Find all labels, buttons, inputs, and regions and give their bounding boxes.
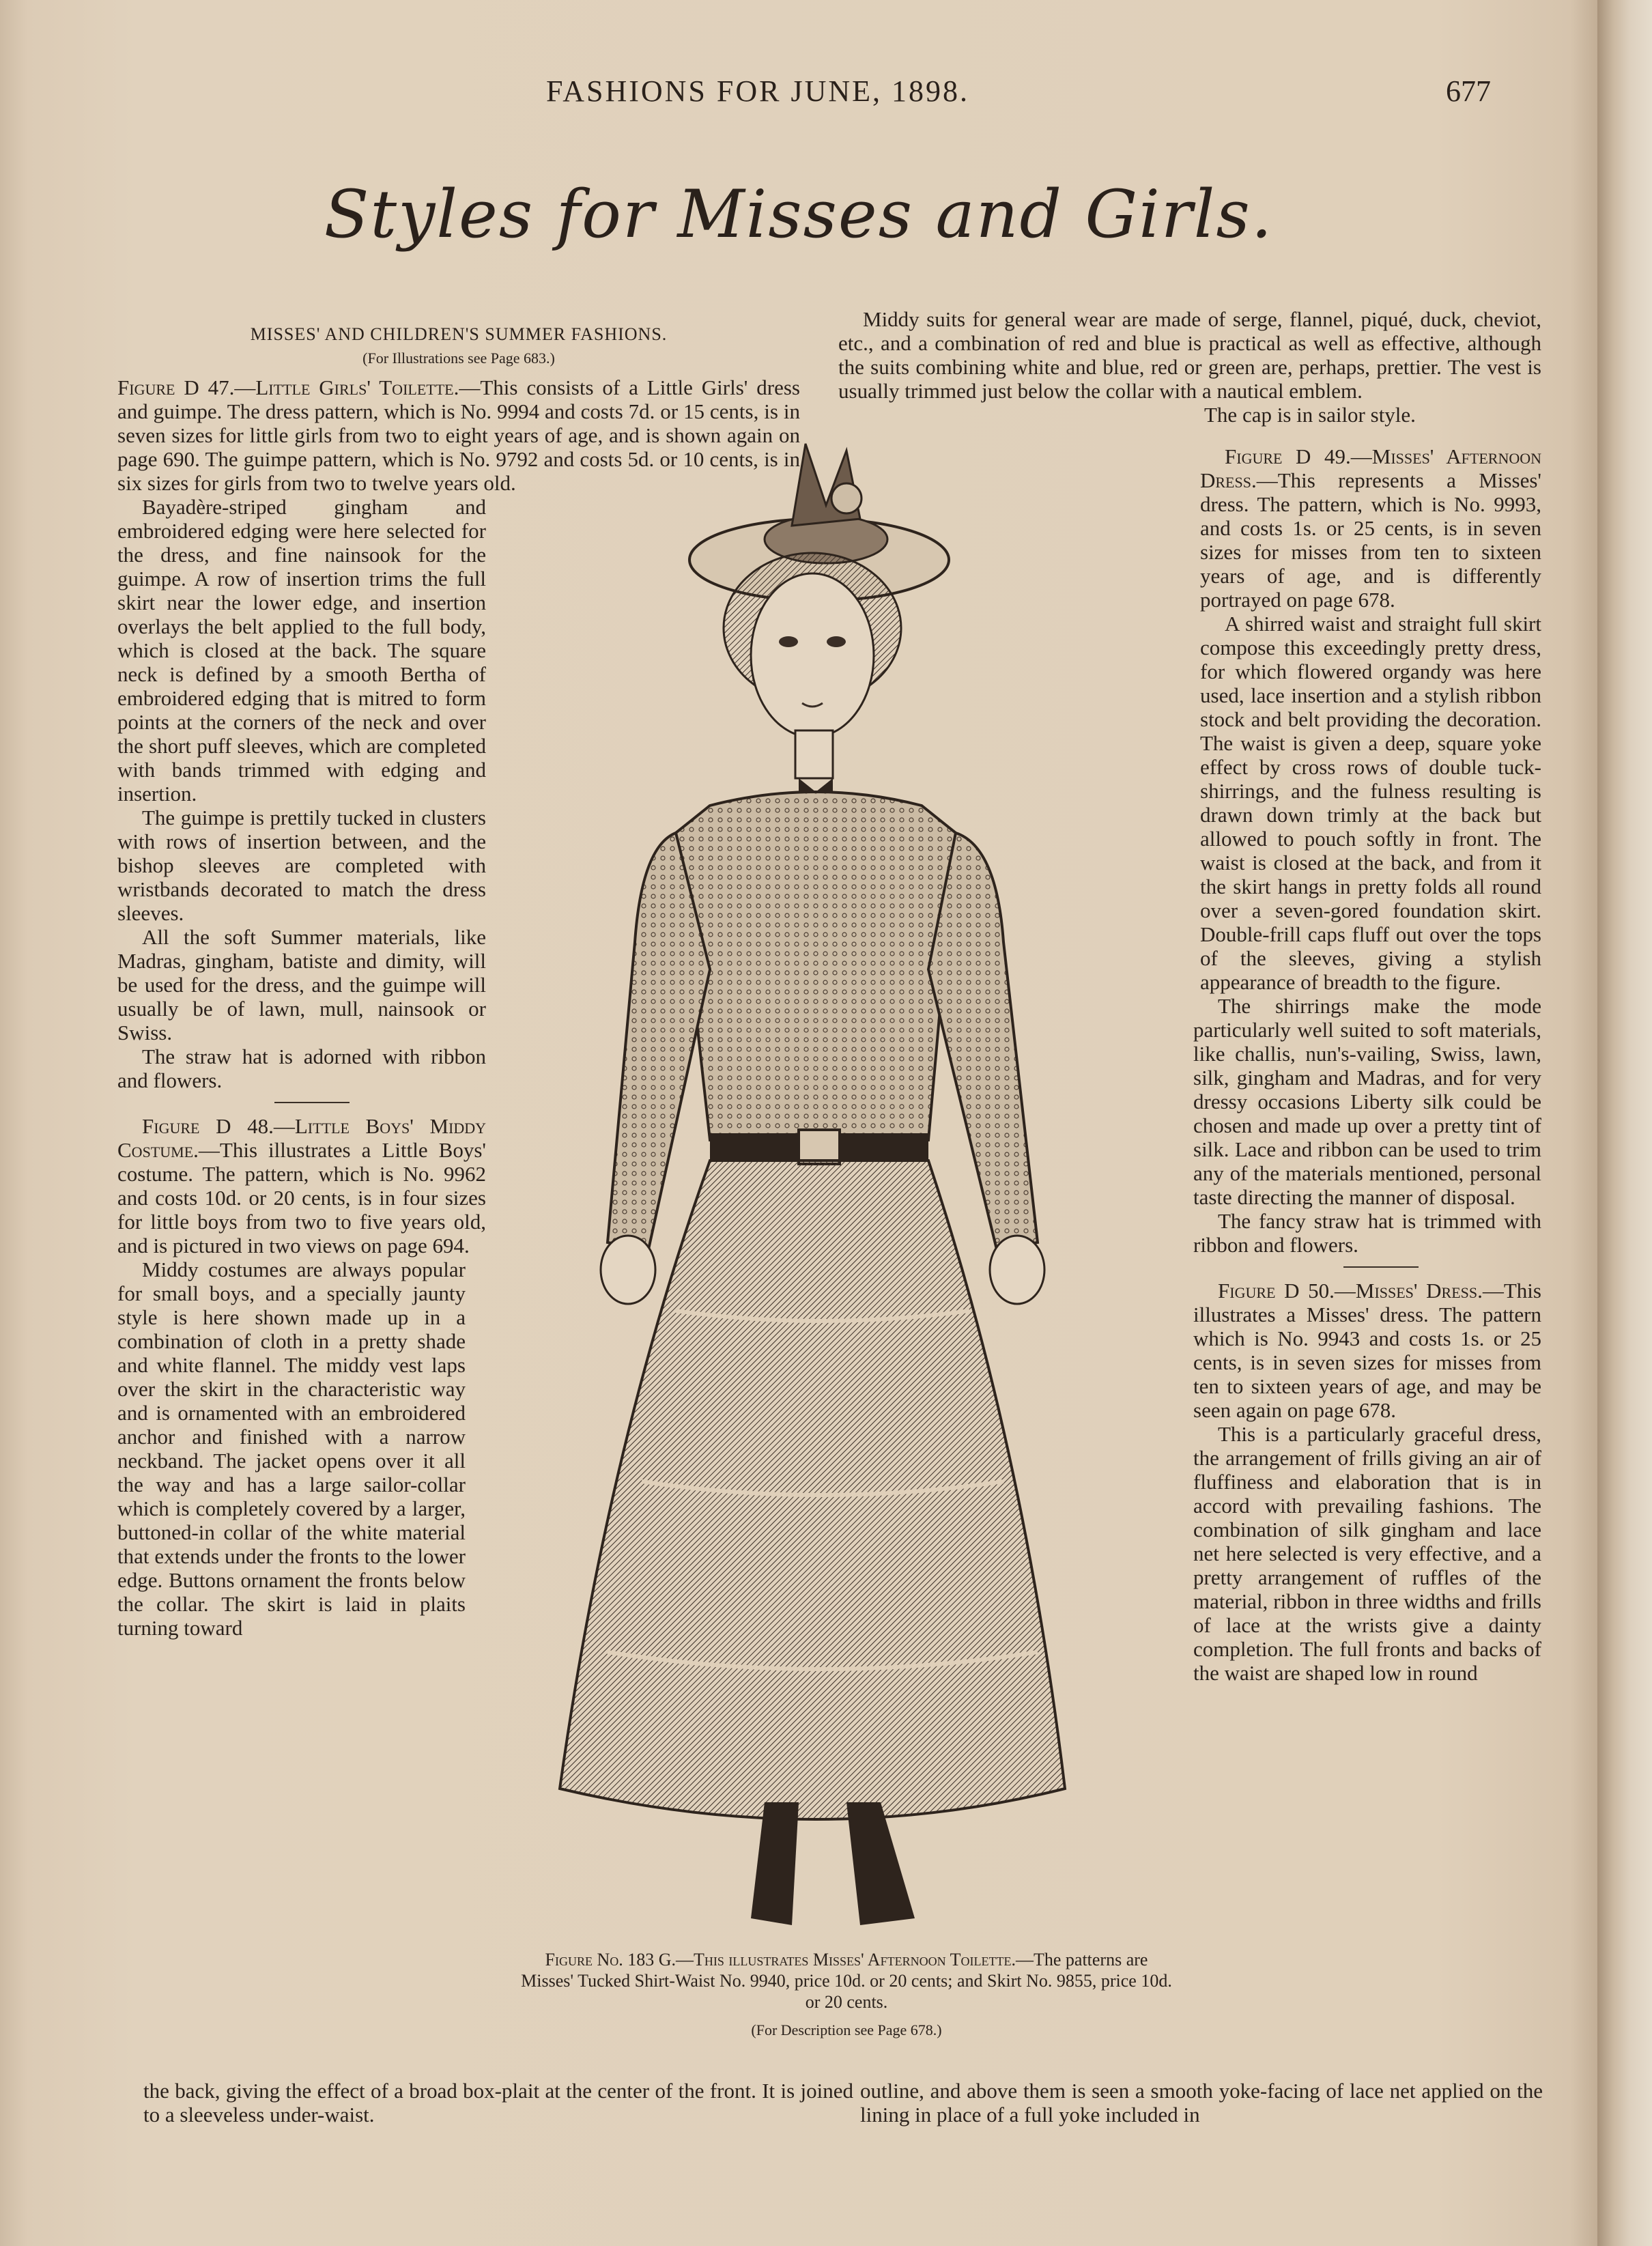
caption-text: Figure No. 183 G.—This illustrates Misses' Afternoon Toilette.—The patterns are Misses' Tucked Shirt-Waist No. 9940, price 10d. or 20 cents; and Skirt No. 9855, price 10d. or 20 cents. — [521, 1950, 1172, 2012]
paragraph: The fancy straw hat is trimmed with ribbon and flowers. — [1193, 1209, 1541, 1257]
column-subheading: (For Illustrations see Page 683.) — [362, 350, 555, 367]
paragraph: The guimpe is prettily tucked in clusters with rows of insertion between, and the bishop sleeves are completed with wristbands decorated to match the dress sleeves. — [117, 806, 486, 925]
figure-label: Figure D 47.—Little Girls' Toilette. — [117, 375, 459, 399]
divider — [274, 1102, 350, 1103]
continued-text-right: outline, and above them is seen a smooth yoke-facing of lace net applied on the lining in place of a full yoke included in — [860, 2079, 1543, 2127]
column-heading: MISSES' AND CHILDREN'S SUMMER FASHIONS. — [250, 324, 668, 344]
paragraph: A shirred waist and straight full skirt compose this exceedingly pretty dress, for which flowered organdy was here used, lace insertion and a stylish ribbon stock and belt providing the decoration. The waist is given a deep, square yoke effect by cross rows of double tuck-shirrings, and the fulness resulting is drawn down trimly at the back but allowed to pouch softly in front. The waist is closed at the back, and from it the skirt hangs in pretty folds all round over a seven-gored foundation skirt. Double-frill caps fluff out over the tops of the sleeves, giving a stylish appearance of breadth to the figure. — [1200, 612, 1541, 994]
page-header — [0, 74, 1597, 122]
paragraph: Figure D 49.—Misses' Afternoon Dress.—This represents a Misses' dress. The pattern, which is No. 9993, and costs 1s. or 25 cents, is in seven sizes for misses from ten to sixteen years of age, and is differently portrayed on page 678. — [1200, 444, 1541, 612]
caption-reference: (For Description see Page 678.) — [751, 2021, 942, 2038]
paragraph: Figure D 48.—Little Boys' Middy Costume.—This illustrates a Little Boys' costume. The pattern, which is No. 9962 and costs 10d. or 20 cents, is in four sizes for little boys from two to five years old, and is pictured in two views on page 694. — [117, 1114, 486, 1257]
caption-label: Figure No. 183 G.—This illustrates Misses' Afternoon Toilette. — [545, 1950, 1016, 1970]
page-edge — [1597, 0, 1652, 2246]
paragraph: Middy suits for general wear are made of serge, flannel, piqué, duck, cheviot, etc., and a combination of red and blue is practical as well as effective, although the suits combining white and blue, red or green are, perhaps, prettier. The vest is usually trimmed just below the collar with a nautical emblem. — [838, 307, 1541, 403]
paragraph: All the soft Summer materials, like Madras, gingham, batiste and dimity, will be used for the dress, and the guimpe will usually be of lawn, mull, nainsook or Swiss. — [117, 925, 486, 1044]
paragraph: This is a particularly graceful dress, the arrangement of frills giving an air of fluffiness and elaboration that is in accord with prevailing fashions. The combination of silk gingham and lace net here selected is very effective, and a pretty arrangement of ruffles of the material, ribbon in three widths and frills of lace at the wrists give a dainty completion. The full fronts and backs of the waist are shaped low in round — [1193, 1422, 1541, 1685]
fashion-illustration-icon — [505, 423, 1133, 1932]
continued-text-left: the back, giving the effect of a broad box-plait at the center of the front. It is joined to a sleeveless under-waist. — [143, 2079, 853, 2127]
figure-label: Figure D 50.—Misses' Dress. — [1218, 1279, 1483, 1303]
divider — [1343, 1266, 1419, 1268]
running-title: FASHIONS FOR JUNE, 1898. — [546, 74, 970, 108]
paragraph: The straw hat is adorned with ribbon and flowers. — [117, 1044, 486, 1092]
section-title: Styles for Misses and Girls. — [324, 176, 1274, 253]
figure-label: Figure D 48.—Little Boys' Middy Costume. — [117, 1114, 486, 1162]
paragraph: Figure D 47.—Little Girls' Toilette.—This consists of a Little Girls' dress and guimpe. The dress pattern, which is No. 9994 and costs 7d. or 15 cents, is in seven sizes for little girls from two to eight years of age, and is shown again on page 690. The guimpe pattern, which is No. 9792 and costs 5d. or 10 cents, is in six sizes for girls from two to twelve years old. — [117, 375, 800, 495]
paragraph: The cap is in sailor style. — [1204, 403, 1416, 427]
paragraph: Figure D 50.—Misses' Dress.—This illustrates a Misses' dress. The pattern which is No. 9943 and costs 1s. or 25 cents, is in seven sizes for misses from ten to sixteen years of age, and may be seen again on page 678. — [1193, 1279, 1541, 1422]
paragraph: Middy costumes are always popular for small boys, and a specially jaunty style is here shown made up in a combination of cloth in a pretty shade and white flannel. The middy vest laps over the skirt in the characteristic way and is ornamented with an embroidered anchor and finished with a narrow neckband. The jacket opens over it all the way and has a large sailor-collar which is completely covered by a larger, buttoned-in collar of the white material that extends under the fronts to the lower edge. Buttons ornament the fronts below the collar. The skirt is laid in plaits turning toward — [117, 1257, 466, 1640]
figure-label: Figure D 49.—Misses' Afternoon Dress. — [1200, 444, 1541, 492]
page-number: 677 — [1446, 74, 1491, 108]
paragraph: Bayadère-striped gingham and embroidered edging were here selected for the dress, and fine nainsook for the guimpe. A row of insertion trims the full skirt near the lower edge, and insertion overlays the belt applied to the full body, which is closed at the back. The square neck is defined by a smooth Bertha of embroidered edging that is mitred to form points at the corners of the neck and over the short puff sleeves, which are completed with bands trimmed with edging and insertion. — [117, 495, 486, 806]
paragraph: The shirrings make the mode particularly well suited to soft materials, like challis, nun's-vailing, Swiss, lawn, silk, gingham and Madras, and for very dressy occasions Liberty silk could be chosen and made up over a pretty tint of silk. Lace and ribbon can be used to trim any of the materials mentioned, personal taste directing the manner of disposal. — [1193, 994, 1541, 1209]
figure-caption — [519, 1949, 1174, 2041]
